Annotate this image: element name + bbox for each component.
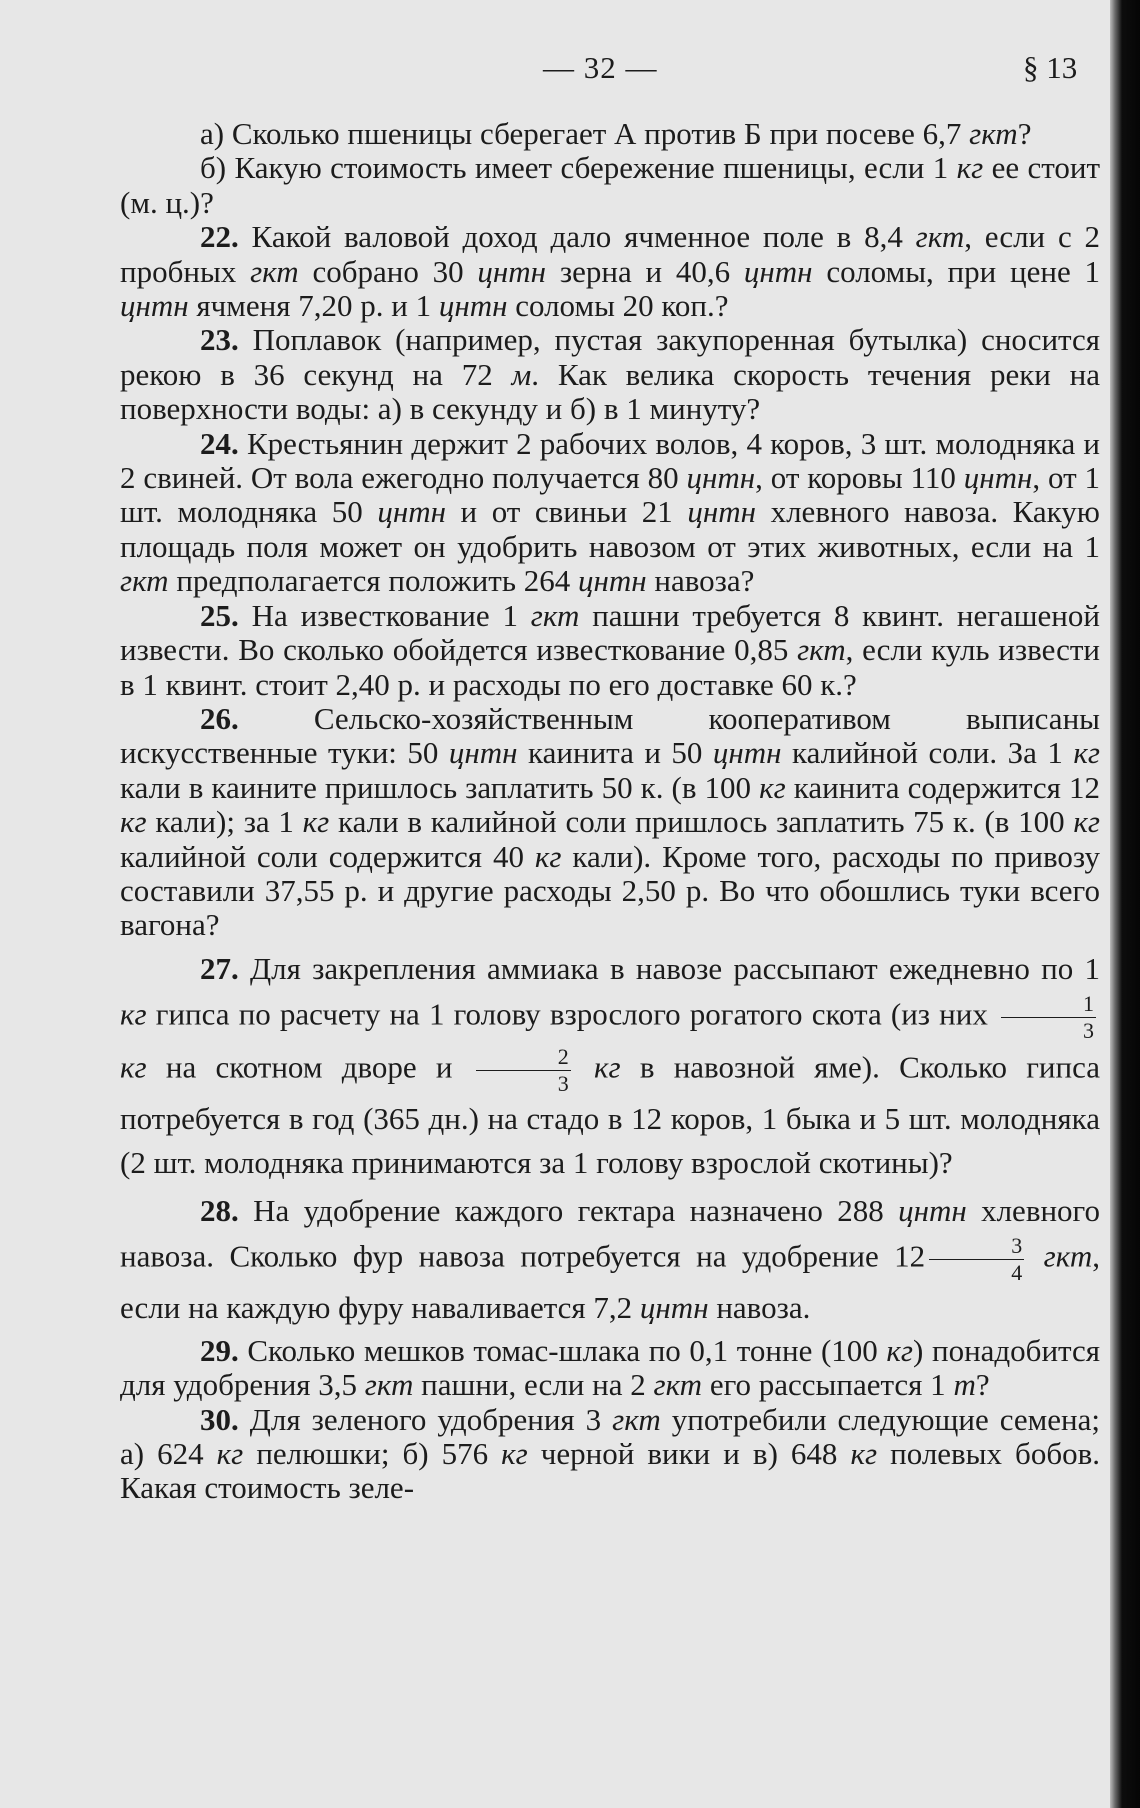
text-run: Сельско-хозяйственным кооперативом выписаны искусственные туки: 50 xyxy=(120,700,1100,771)
unit-abbreviation: цнтн xyxy=(687,494,757,530)
unit-abbreviation: кг xyxy=(534,838,562,874)
text-run: гипса по расчету на 1 голову взрослого рогатого скота (из них xyxy=(146,996,997,1032)
text-run: хлевного навоза. Сколько фур навоза потребуется на удобрение 12 xyxy=(120,1192,1100,1274)
page-number: — 32 — xyxy=(543,50,658,85)
text-run: пашни требуется 8 квинт. негашеной извести. Во сколько обойдется известкование 0,85 xyxy=(120,597,1100,668)
fraction-denominator: 4 xyxy=(1011,1259,1023,1285)
unit-abbreviation: цнтн xyxy=(120,288,189,324)
unit-abbreviation: цнтн xyxy=(448,735,518,771)
problem-paragraph xyxy=(120,117,1100,151)
problem-paragraph xyxy=(120,1334,1100,1403)
problem-number: 25. xyxy=(200,597,239,633)
unit-abbreviation: кг xyxy=(1073,735,1100,771)
text-run: кали). Кроме того, расходы по привозу составили 37,55 р. и другие расходы 2,50 р. Во что обошлись туки всего вагона? xyxy=(120,838,1100,943)
unit-abbreviation: кг xyxy=(759,769,786,805)
text-run: предполагается положить 264 xyxy=(168,563,578,599)
text-run: калийной соли. За 1 xyxy=(781,735,1074,771)
unit-abbreviation: кг xyxy=(120,996,147,1032)
text-run: Крестьянин держит 2 рабочих волов, 4 коров, 3 шт. молодняка и 2 свиней. От вола ежегодно получается 80 xyxy=(120,425,1100,496)
text-run: полевых бобов. Какая стоимость зеле- xyxy=(120,1435,1100,1506)
text-run: кали в калийной соли пришлось заплатить 75 к. (в 100 xyxy=(329,804,1074,840)
problem-number: 28. xyxy=(200,1192,239,1228)
text-run: Для зеленого удобрения 3 xyxy=(238,1401,613,1437)
text-run: На удобрение каждого гектара назначено 288 xyxy=(238,1192,899,1228)
text-run: ? xyxy=(975,1367,990,1403)
text-run: на скотном дворе и xyxy=(146,1049,472,1085)
text-run: б) Какую стоимость имеет сбережение пшеницы, если 1 xyxy=(200,150,957,186)
problem-paragraph xyxy=(120,1189,1100,1330)
text-run: соломы 20 коп.? xyxy=(507,288,729,324)
fraction-denominator: 3 xyxy=(557,1070,569,1096)
problem-paragraph xyxy=(120,599,1100,702)
unit-abbreviation: кг xyxy=(956,150,984,186)
fraction-numerator: 2 xyxy=(476,1044,571,1071)
text-run: и от свиньи 21 xyxy=(445,494,688,530)
text-run: Какой валовой доход дало ячменное поле в 8,4 xyxy=(238,219,916,255)
problem-number: 22. xyxy=(200,219,239,255)
text-run: пелюшки; б) 576 xyxy=(243,1435,502,1471)
text-run: На известкование 1 xyxy=(238,597,531,633)
fraction-numerator: 1 xyxy=(1001,991,1096,1018)
unit-abbreviation: цнтн xyxy=(477,253,547,289)
unit-abbreviation: кг xyxy=(120,804,147,840)
text-run: пашни, если на 2 xyxy=(413,1367,654,1403)
text-run: хлевного навоза. Какую площадь поля может он удобрить навозом от этих животных, если на 1 xyxy=(120,494,1100,564)
text-run: его рассыпается 1 xyxy=(702,1367,954,1403)
unit-abbreviation: кг xyxy=(302,804,330,840)
unit-abbreviation: гкт xyxy=(120,563,169,599)
text-run: , если на каждую фуру наваливается 7,2 xyxy=(120,1238,1100,1325)
text-run: каинита и 50 xyxy=(517,735,713,771)
text-run: ячменя 7,20 р. и 1 xyxy=(188,288,439,324)
unit-abbreviation: цнтн xyxy=(712,735,782,771)
text-run: Поплавок (например, пустая закупоренная бутылка) сносится рекою в 36 секунд на 72 xyxy=(120,322,1100,392)
text-run: ее стоит (м. ц.)? xyxy=(120,150,1100,220)
unit-abbreviation: цнтн xyxy=(743,253,813,289)
text-run: , если куль извести в 1 квинт. стоит 2,40 р. и расходы по его доставке 60 к.? xyxy=(120,632,1100,702)
text-run: a) Сколько пшеницы сберегает А против Б при посеве 6,7 xyxy=(200,116,970,151)
problem-number: 23. xyxy=(200,322,239,358)
text-run: каинита содержится 12 xyxy=(785,769,1100,805)
text-run: черной вики и в) 648 xyxy=(527,1435,851,1471)
unit-abbreviation: гкт xyxy=(969,116,1018,151)
problem-paragraph xyxy=(120,427,1100,599)
problem-paragraph xyxy=(120,220,1100,323)
text-run: употребили следующие семена; а) 624 xyxy=(120,1401,1100,1471)
problem-paragraph xyxy=(120,702,1100,943)
unit-abbreviation: м xyxy=(511,356,532,392)
text-run: кали в каините пришлось заплатить 50 к. (в 100 xyxy=(120,769,760,805)
unit-abbreviation: цнтн xyxy=(686,460,756,496)
unit-abbreviation: кг xyxy=(501,1435,528,1471)
text-run: калийной соли содержится 40 xyxy=(120,838,535,874)
unit-abbreviation: кг xyxy=(216,1435,244,1471)
fraction-numerator: 3 xyxy=(929,1233,1024,1260)
unit-abbreviation: т xyxy=(953,1367,976,1403)
fraction xyxy=(929,1233,1024,1286)
problem-paragraph xyxy=(120,1403,1100,1506)
text-run: Для закрепления аммиака в навозе рассыпают ежедневно по 1 xyxy=(238,950,1100,986)
text-run: навоза? xyxy=(646,563,755,599)
text-run: собрано 30 xyxy=(298,253,478,289)
unit-abbreviation: цнтн xyxy=(898,1192,967,1228)
page-edge-shadow xyxy=(1110,0,1140,1808)
unit-abbreviation: цнтн xyxy=(577,563,647,599)
problem-paragraph xyxy=(120,323,1100,426)
text-run: Сколько мешков томас-шлака по 0,1 тонне (100 xyxy=(238,1332,887,1368)
text-run: . Как велика скорость течения реки на поверхности воды: а) в секунду и б) в 1 минуту? xyxy=(120,356,1100,427)
unit-abbreviation: гкт xyxy=(250,253,299,289)
unit-abbreviation: кг xyxy=(1073,804,1100,840)
text-run: ) понадобится для удобрения 3,5 xyxy=(120,1332,1100,1403)
text-run: навоза. xyxy=(708,1289,811,1325)
unit-abbreviation: гкт xyxy=(364,1367,414,1403)
problem-number: 30. xyxy=(200,1401,239,1437)
fraction xyxy=(476,1044,571,1097)
text-run: , от 1 шт. молодняка 50 xyxy=(120,460,1101,530)
text-run: соломы, при цене 1 xyxy=(812,253,1101,289)
unit-abbreviation: гкт xyxy=(653,1367,703,1403)
section-mark: § 13 xyxy=(1023,50,1078,85)
unit-abbreviation: кг xyxy=(850,1435,878,1471)
fraction xyxy=(1001,991,1096,1044)
unit-abbreviation: кг xyxy=(886,1332,914,1368)
problem-number: 29. xyxy=(200,1332,239,1368)
text-run: , если с 2 пробных xyxy=(120,219,1101,289)
unit-abbreviation: цнтн xyxy=(639,1289,709,1325)
problem-list xyxy=(120,117,1100,1506)
problem-paragraph xyxy=(120,151,1100,220)
text-run: кали); за 1 xyxy=(146,804,303,840)
page-header xyxy=(0,50,1140,90)
unit-abbreviation: гкт xyxy=(1028,1238,1093,1274)
problem-number: 26. xyxy=(200,700,239,736)
problem-number: 24. xyxy=(200,425,239,461)
problem-number: 27. xyxy=(200,950,239,986)
text-run: зерна и 40,6 xyxy=(546,253,744,289)
fraction-denominator: 3 xyxy=(1083,1017,1094,1043)
unit-abbreviation: цнтн xyxy=(438,288,508,324)
problem-paragraph xyxy=(120,947,1100,1185)
unit-abbreviation: кг xyxy=(574,1049,621,1085)
unit-abbreviation: гкт xyxy=(797,632,846,668)
unit-abbreviation: гкт xyxy=(612,1401,661,1437)
unit-abbreviation: цнтн xyxy=(963,460,1033,496)
text-run: , от коровы 110 xyxy=(755,460,964,496)
unit-abbreviation: гкт xyxy=(530,597,580,633)
text-run: в навозной яме). Сколько гипса потребуется в год (365 дн.) на стадо в 12 коров, 1 быка и 5 шт. молодняка (2 шт. молодняка принимаются за 1 голову взрослой скотины)? xyxy=(120,1049,1100,1180)
text-run: ? xyxy=(1017,116,1032,151)
unit-abbreviation: цнтн xyxy=(377,494,446,530)
unit-abbreviation: кг xyxy=(120,1049,147,1085)
unit-abbreviation: гкт xyxy=(915,219,965,255)
